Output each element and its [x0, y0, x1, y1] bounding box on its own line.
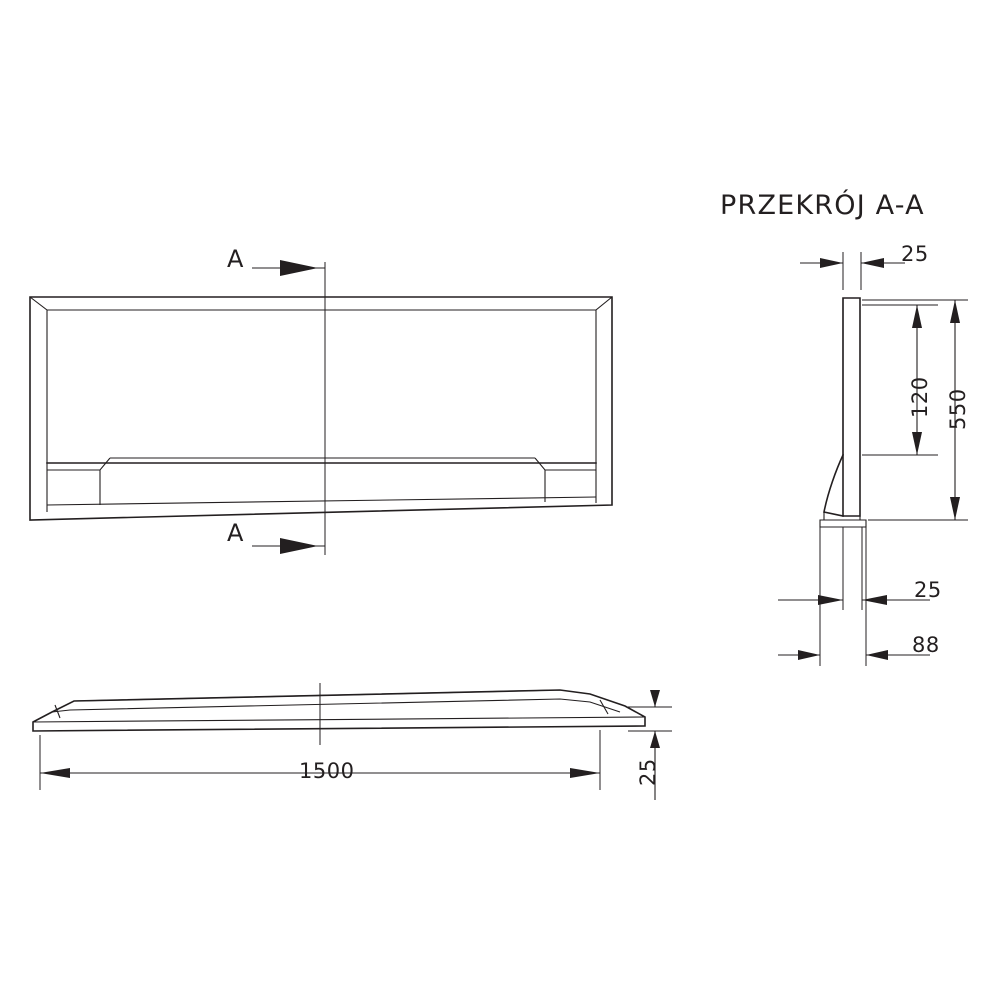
dim-label-section-inner-height: 120	[908, 376, 932, 418]
section-marker-bottom	[252, 538, 325, 554]
section-marker-label-bottom: A	[227, 519, 244, 547]
section-marker-label-top: A	[227, 245, 244, 273]
section-profile-geometry	[820, 298, 866, 527]
dim-label-section-foot-offset: 25	[914, 578, 942, 602]
dim-section-top-25	[800, 252, 905, 290]
dim-label-section-top-width: 25	[901, 242, 929, 266]
dim-section-bottom-25	[778, 527, 930, 610]
section-title: PRZEKRÓJ A-A	[720, 190, 925, 221]
dim-section-88	[778, 527, 930, 666]
front-elevation-geometry	[30, 297, 612, 520]
dim-label-section-base-depth: 88	[912, 633, 940, 657]
dim-label-length: 1500	[299, 759, 355, 783]
dim-label-section-overall-height: 550	[946, 388, 970, 430]
dim-label-top-thickness: 25	[636, 758, 660, 786]
top-view-geometry	[33, 690, 645, 731]
section-marker-top	[252, 260, 325, 276]
